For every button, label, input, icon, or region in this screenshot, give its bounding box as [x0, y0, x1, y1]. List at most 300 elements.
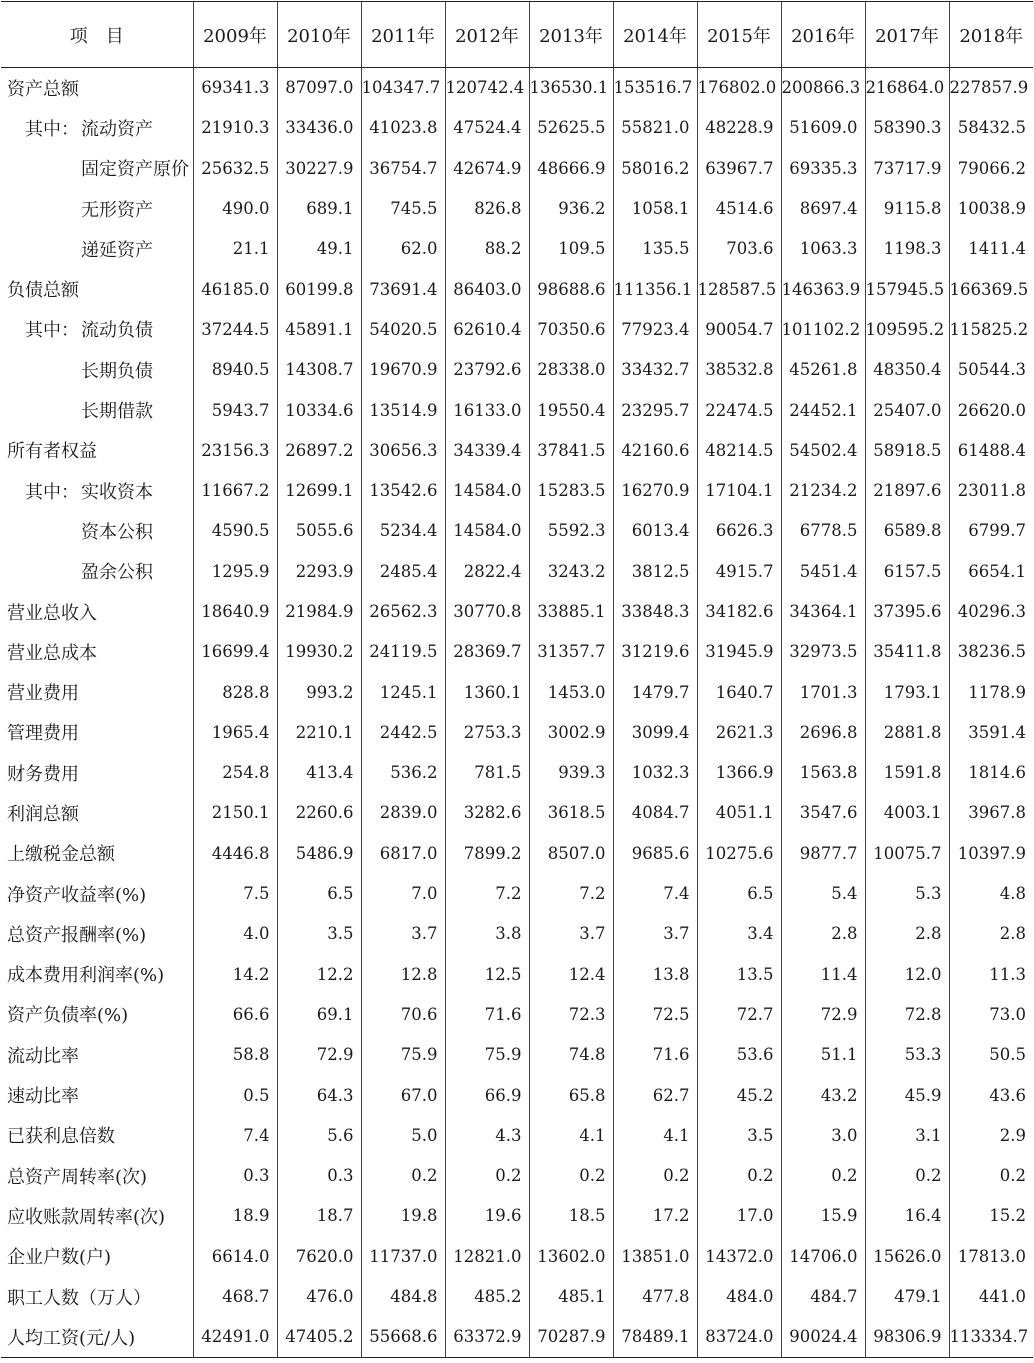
cell-value: 49.1 [277, 229, 361, 269]
cell-value: 8940.5 [193, 350, 277, 390]
cell-value: 1563.8 [781, 753, 865, 793]
cell-value: 5.3 [865, 873, 949, 913]
cell-value: 468.7 [193, 1276, 277, 1316]
row-label [1, 1196, 193, 1236]
cell-value: 939.3 [529, 753, 613, 793]
cell-value: 2.8 [781, 914, 865, 954]
table-row [1, 672, 1033, 712]
cell-value: 53.6 [697, 1035, 781, 1075]
row-label [1, 1156, 193, 1196]
cell-value: 63372.9 [445, 1317, 529, 1357]
cell-value: 34182.6 [697, 591, 781, 631]
cell-value: 1479.7 [613, 672, 697, 712]
header-year: 2015年 [697, 2, 781, 68]
cell-value: 62610.4 [445, 309, 529, 349]
row-label [1, 1075, 193, 1115]
row-label-text: 人均工资(元/人) [7, 1327, 136, 1349]
table-row [1, 954, 1033, 994]
header-year: 2013年 [529, 2, 613, 68]
row-label [1, 1236, 193, 1276]
row-label-text: 流动比率 [7, 1045, 79, 1067]
cell-value: 34364.1 [781, 591, 865, 631]
row-label-text: 营业总成本 [7, 642, 97, 664]
cell-value: 3.1 [865, 1115, 949, 1155]
cell-value: 4.8 [949, 873, 1033, 913]
cell-value: 45261.8 [781, 350, 865, 390]
cell-value: 9685.6 [613, 833, 697, 873]
table-row [1, 994, 1033, 1034]
cell-value: 14584.0 [445, 470, 529, 510]
cell-value: 19.8 [361, 1196, 445, 1236]
cell-value: 72.3 [529, 994, 613, 1034]
cell-value: 52625.5 [529, 108, 613, 148]
cell-value: 72.9 [277, 1035, 361, 1075]
row-label [1, 430, 193, 470]
cell-value: 6626.3 [697, 511, 781, 551]
cell-value: 54502.4 [781, 430, 865, 470]
row-label-text: 资产总额 [7, 78, 79, 100]
cell-value: 19930.2 [277, 632, 361, 672]
cell-value: 2753.3 [445, 712, 529, 752]
cell-value: 2210.1 [277, 712, 361, 752]
cell-value: 11667.2 [193, 470, 277, 510]
cell-value: 26562.3 [361, 591, 445, 631]
table-row [1, 350, 1033, 390]
cell-value: 42491.0 [193, 1317, 277, 1357]
cell-value: 4590.5 [193, 511, 277, 551]
cell-value: 83724.0 [697, 1317, 781, 1357]
cell-value: 5592.3 [529, 511, 613, 551]
cell-value: 136530.1 [529, 68, 613, 108]
cell-value: 2881.8 [865, 712, 949, 752]
header-year: 2014年 [613, 2, 697, 68]
table-row [1, 833, 1033, 873]
cell-value: 10275.6 [697, 833, 781, 873]
cell-value: 111356.1 [613, 269, 697, 309]
cell-value: 484.0 [697, 1276, 781, 1316]
cell-value: 11.3 [949, 954, 1033, 994]
cell-value: 33848.3 [613, 591, 697, 631]
cell-value: 484.8 [361, 1276, 445, 1316]
cell-value: 4084.7 [613, 793, 697, 833]
cell-value: 73691.4 [361, 269, 445, 309]
cell-value: 24452.1 [781, 390, 865, 430]
cell-value: 109595.2 [865, 309, 949, 349]
cell-value: 50544.3 [949, 350, 1033, 390]
row-label-text: 营业总收入 [7, 602, 97, 624]
cell-value: 6.5 [697, 873, 781, 913]
cell-value: 120742.4 [445, 68, 529, 108]
row-label-text: 利润总额 [7, 803, 79, 825]
cell-value: 58390.3 [865, 108, 949, 148]
cell-value: 5.6 [277, 1115, 361, 1155]
table-row [1, 873, 1033, 913]
row-label-text: 职工人数（万人） [7, 1287, 151, 1309]
table-row [1, 551, 1033, 591]
cell-value: 62.7 [613, 1075, 697, 1115]
cell-value: 63967.7 [697, 148, 781, 188]
header-year: 2017年 [865, 2, 949, 68]
cell-value: 7.4 [613, 873, 697, 913]
table-row [1, 793, 1033, 833]
cell-value: 70.6 [361, 994, 445, 1034]
cell-value: 1032.3 [613, 753, 697, 793]
row-label-text: 无形资产 [81, 199, 153, 221]
cell-value: 21910.3 [193, 108, 277, 148]
cell-value: 2442.5 [361, 712, 445, 752]
table-row [1, 712, 1033, 752]
row-label [1, 914, 193, 954]
cell-value: 73717.9 [865, 148, 949, 188]
cell-value: 69335.3 [781, 148, 865, 188]
cell-value: 6817.0 [361, 833, 445, 873]
cell-value: 79066.2 [949, 148, 1033, 188]
cell-value: 43.6 [949, 1075, 1033, 1115]
cell-value: 128587.5 [697, 269, 781, 309]
cell-value: 3.5 [277, 914, 361, 954]
financial-indicators-table [1, 1, 1033, 1358]
cell-value: 216864.0 [865, 68, 949, 108]
cell-value: 15.2 [949, 1196, 1033, 1236]
cell-value: 19550.4 [529, 390, 613, 430]
cell-value: 7620.0 [277, 1236, 361, 1276]
cell-value: 826.8 [445, 188, 529, 228]
cell-value: 5.4 [781, 873, 865, 913]
cell-value: 5234.4 [361, 511, 445, 551]
cell-value: 2696.8 [781, 712, 865, 752]
cell-value: 227857.9 [949, 68, 1033, 108]
header-year: 2011年 [361, 2, 445, 68]
cell-value: 48666.9 [529, 148, 613, 188]
cell-value: 38532.8 [697, 350, 781, 390]
row-label [1, 68, 193, 108]
cell-value: 14706.0 [781, 1236, 865, 1276]
cell-value: 6.5 [277, 873, 361, 913]
cell-value: 31357.7 [529, 632, 613, 672]
cell-value: 23156.3 [193, 430, 277, 470]
row-label [1, 873, 193, 913]
cell-value: 115825.2 [949, 309, 1033, 349]
cell-value: 1453.0 [529, 672, 613, 712]
cell-value: 90024.4 [781, 1317, 865, 1357]
cell-value: 13.8 [613, 954, 697, 994]
cell-value: 828.8 [193, 672, 277, 712]
row-label [1, 954, 193, 994]
cell-value: 35411.8 [865, 632, 949, 672]
cell-value: 13602.0 [529, 1236, 613, 1276]
cell-value: 18.5 [529, 1196, 613, 1236]
cell-value: 10334.6 [277, 390, 361, 430]
cell-value: 4.1 [529, 1115, 613, 1155]
cell-value: 2.9 [949, 1115, 1033, 1155]
table-row [1, 1317, 1033, 1357]
row-label-prefix: 其中： [25, 481, 79, 503]
cell-value: 70350.6 [529, 309, 613, 349]
cell-value: 50.5 [949, 1035, 1033, 1075]
cell-value: 19.6 [445, 1196, 529, 1236]
cell-value: 4051.1 [697, 793, 781, 833]
cell-value: 23295.7 [613, 390, 697, 430]
cell-value: 17104.1 [697, 470, 781, 510]
cell-value: 3282.6 [445, 793, 529, 833]
table-row [1, 1115, 1033, 1155]
cell-value: 2260.6 [277, 793, 361, 833]
cell-value: 15283.5 [529, 470, 613, 510]
row-label [1, 229, 193, 269]
row-label-text: 递延资产 [81, 239, 153, 261]
cell-value: 18.7 [277, 1196, 361, 1236]
table-row [1, 470, 1033, 510]
cell-value: 21897.6 [865, 470, 949, 510]
cell-value: 4.0 [193, 914, 277, 954]
cell-value: 5451.4 [781, 551, 865, 591]
row-label-text: 资产负债率(%) [7, 1005, 129, 1027]
cell-value: 1058.1 [613, 188, 697, 228]
cell-value: 58432.5 [949, 108, 1033, 148]
row-label [1, 833, 193, 873]
row-label-text: 盈余公积 [81, 562, 153, 584]
cell-value: 28338.0 [529, 350, 613, 390]
cell-value: 4.3 [445, 1115, 529, 1155]
row-label [1, 350, 193, 390]
cell-value: 2485.4 [361, 551, 445, 591]
cell-value: 17813.0 [949, 1236, 1033, 1276]
table-row [1, 309, 1033, 349]
cell-value: 41023.8 [361, 108, 445, 148]
cell-value: 46185.0 [193, 269, 277, 309]
cell-value: 72.7 [697, 994, 781, 1034]
row-label-text: 管理费用 [7, 723, 79, 745]
cell-value: 6013.4 [613, 511, 697, 551]
cell-value: 109.5 [529, 229, 613, 269]
cell-value: 87097.0 [277, 68, 361, 108]
cell-value: 2839.0 [361, 793, 445, 833]
cell-value: 73.0 [949, 994, 1033, 1034]
cell-value: 0.2 [697, 1156, 781, 1196]
cell-value: 6614.0 [193, 1236, 277, 1276]
cell-value: 2822.4 [445, 551, 529, 591]
table-row [1, 1035, 1033, 1075]
cell-value: 51.1 [781, 1035, 865, 1075]
cell-value: 30656.3 [361, 430, 445, 470]
cell-value: 1295.9 [193, 551, 277, 591]
cell-value: 55821.0 [613, 108, 697, 148]
cell-value: 11737.0 [361, 1236, 445, 1276]
row-label [1, 793, 193, 833]
cell-value: 2.8 [949, 914, 1033, 954]
cell-value: 1360.1 [445, 672, 529, 712]
table-row [1, 914, 1033, 954]
cell-value: 10038.9 [949, 188, 1033, 228]
cell-value: 26897.2 [277, 430, 361, 470]
cell-value: 69341.3 [193, 68, 277, 108]
cell-value: 18.9 [193, 1196, 277, 1236]
row-label-text: 成本费用利润率(%) [7, 965, 165, 987]
cell-value: 14584.0 [445, 511, 529, 551]
cell-value: 1793.1 [865, 672, 949, 712]
table-row [1, 68, 1033, 108]
cell-value: 17.0 [697, 1196, 781, 1236]
cell-value: 45891.1 [277, 309, 361, 349]
cell-value: 2150.1 [193, 793, 277, 833]
header-year: 2010年 [277, 2, 361, 68]
cell-value: 477.8 [613, 1276, 697, 1316]
row-label-text: 流动负债 [81, 320, 153, 342]
cell-value: 37841.5 [529, 430, 613, 470]
cell-value: 104347.7 [361, 68, 445, 108]
row-label-text: 长期负债 [81, 360, 153, 382]
cell-value: 3967.8 [949, 793, 1033, 833]
cell-value: 12.8 [361, 954, 445, 994]
row-label-text: 所有者权益 [7, 441, 97, 463]
cell-value: 70287.9 [529, 1317, 613, 1357]
cell-value: 47524.4 [445, 108, 529, 148]
cell-value: 40296.3 [949, 591, 1033, 631]
row-label [1, 108, 193, 148]
header-year: 2012年 [445, 2, 529, 68]
cell-value: 32973.5 [781, 632, 865, 672]
row-label [1, 1035, 193, 1075]
cell-value: 58.8 [193, 1035, 277, 1075]
cell-value: 2.8 [865, 914, 949, 954]
cell-value: 21234.2 [781, 470, 865, 510]
row-label [1, 551, 193, 591]
cell-value: 64.3 [277, 1075, 361, 1115]
cell-value: 30770.8 [445, 591, 529, 631]
cell-value: 21984.9 [277, 591, 361, 631]
row-label-text: 速动比率 [7, 1086, 79, 1108]
table-row [1, 1075, 1033, 1115]
cell-value: 6157.5 [865, 551, 949, 591]
cell-value: 689.1 [277, 188, 361, 228]
cell-value: 48228.9 [697, 108, 781, 148]
cell-value: 12.4 [529, 954, 613, 994]
cell-value: 72.9 [781, 994, 865, 1034]
cell-value: 48214.5 [697, 430, 781, 470]
cell-value: 0.5 [193, 1075, 277, 1115]
cell-value: 31945.9 [697, 632, 781, 672]
cell-value: 7.2 [445, 873, 529, 913]
cell-value: 1701.3 [781, 672, 865, 712]
row-label-text: 固定资产原价 [81, 159, 189, 181]
cell-value: 484.7 [781, 1276, 865, 1316]
cell-value: 18640.9 [193, 591, 277, 631]
header-year: 2016年 [781, 2, 865, 68]
cell-value: 10397.9 [949, 833, 1033, 873]
cell-value: 65.8 [529, 1075, 613, 1115]
row-label-text: 应收账款周转率(次) [7, 1206, 166, 1228]
cell-value: 16.4 [865, 1196, 949, 1236]
cell-value: 485.2 [445, 1276, 529, 1316]
cell-value: 77923.4 [613, 309, 697, 349]
cell-value: 0.3 [277, 1156, 361, 1196]
cell-value: 135.5 [613, 229, 697, 269]
cell-value: 53.3 [865, 1035, 949, 1075]
cell-value: 7.2 [529, 873, 613, 913]
row-label-text: 营业费用 [7, 683, 79, 705]
table-row [1, 188, 1033, 228]
cell-value: 536.2 [361, 753, 445, 793]
cell-value: 62.0 [361, 229, 445, 269]
cell-value: 98306.9 [865, 1317, 949, 1357]
cell-value: 26620.0 [949, 390, 1033, 430]
cell-value: 67.0 [361, 1075, 445, 1115]
cell-value: 4446.8 [193, 833, 277, 873]
cell-value: 3099.4 [613, 712, 697, 752]
row-label [1, 148, 193, 188]
cell-value: 5055.6 [277, 511, 361, 551]
cell-value: 36754.7 [361, 148, 445, 188]
table-row [1, 148, 1033, 188]
row-label [1, 591, 193, 631]
cell-value: 5486.9 [277, 833, 361, 873]
cell-value: 3.7 [361, 914, 445, 954]
cell-value: 1178.9 [949, 672, 1033, 712]
cell-value: 24119.5 [361, 632, 445, 672]
cell-value: 71.6 [445, 994, 529, 1034]
table-row [1, 753, 1033, 793]
table-row [1, 632, 1033, 672]
cell-value: 42160.6 [613, 430, 697, 470]
cell-value: 51609.0 [781, 108, 865, 148]
row-label-text: 资本公积 [81, 521, 153, 543]
cell-value: 72.8 [865, 994, 949, 1034]
row-label [1, 269, 193, 309]
cell-value: 1245.1 [361, 672, 445, 712]
cell-value: 43.2 [781, 1075, 865, 1115]
cell-value: 31219.6 [613, 632, 697, 672]
cell-value: 485.1 [529, 1276, 613, 1316]
cell-value: 14372.0 [697, 1236, 781, 1276]
cell-value: 25407.0 [865, 390, 949, 430]
row-label [1, 390, 193, 430]
cell-value: 4.1 [613, 1115, 697, 1155]
table-row [1, 1196, 1033, 1236]
cell-value: 254.8 [193, 753, 277, 793]
cell-value: 3.7 [529, 914, 613, 954]
row-label [1, 511, 193, 551]
row-label-prefix: 其中： [25, 118, 79, 140]
cell-value: 0.2 [949, 1156, 1033, 1196]
row-label [1, 632, 193, 672]
cell-value: 16270.9 [613, 470, 697, 510]
cell-value: 45.2 [697, 1075, 781, 1115]
cell-value: 9115.8 [865, 188, 949, 228]
cell-value: 21.1 [193, 229, 277, 269]
header-item: 项 目 [1, 2, 193, 68]
cell-value: 2621.3 [697, 712, 781, 752]
financial-table-container [0, 1, 1034, 1363]
cell-value: 3.0 [781, 1115, 865, 1155]
cell-value: 3618.5 [529, 793, 613, 833]
cell-value: 75.9 [445, 1035, 529, 1075]
cell-value: 16699.4 [193, 632, 277, 672]
table-row [1, 1156, 1033, 1196]
cell-value: 12.0 [865, 954, 949, 994]
cell-value: 71.6 [613, 1035, 697, 1075]
cell-value: 17.2 [613, 1196, 697, 1236]
row-label-text: 上缴税金总额 [7, 844, 115, 866]
cell-value: 15626.0 [865, 1236, 949, 1276]
cell-value: 5943.7 [193, 390, 277, 430]
cell-value: 42674.9 [445, 148, 529, 188]
cell-value: 1965.4 [193, 712, 277, 752]
cell-value: 3002.9 [529, 712, 613, 752]
cell-value: 37244.5 [193, 309, 277, 349]
cell-value: 74.8 [529, 1035, 613, 1075]
cell-value: 166369.5 [949, 269, 1033, 309]
cell-value: 0.2 [445, 1156, 529, 1196]
